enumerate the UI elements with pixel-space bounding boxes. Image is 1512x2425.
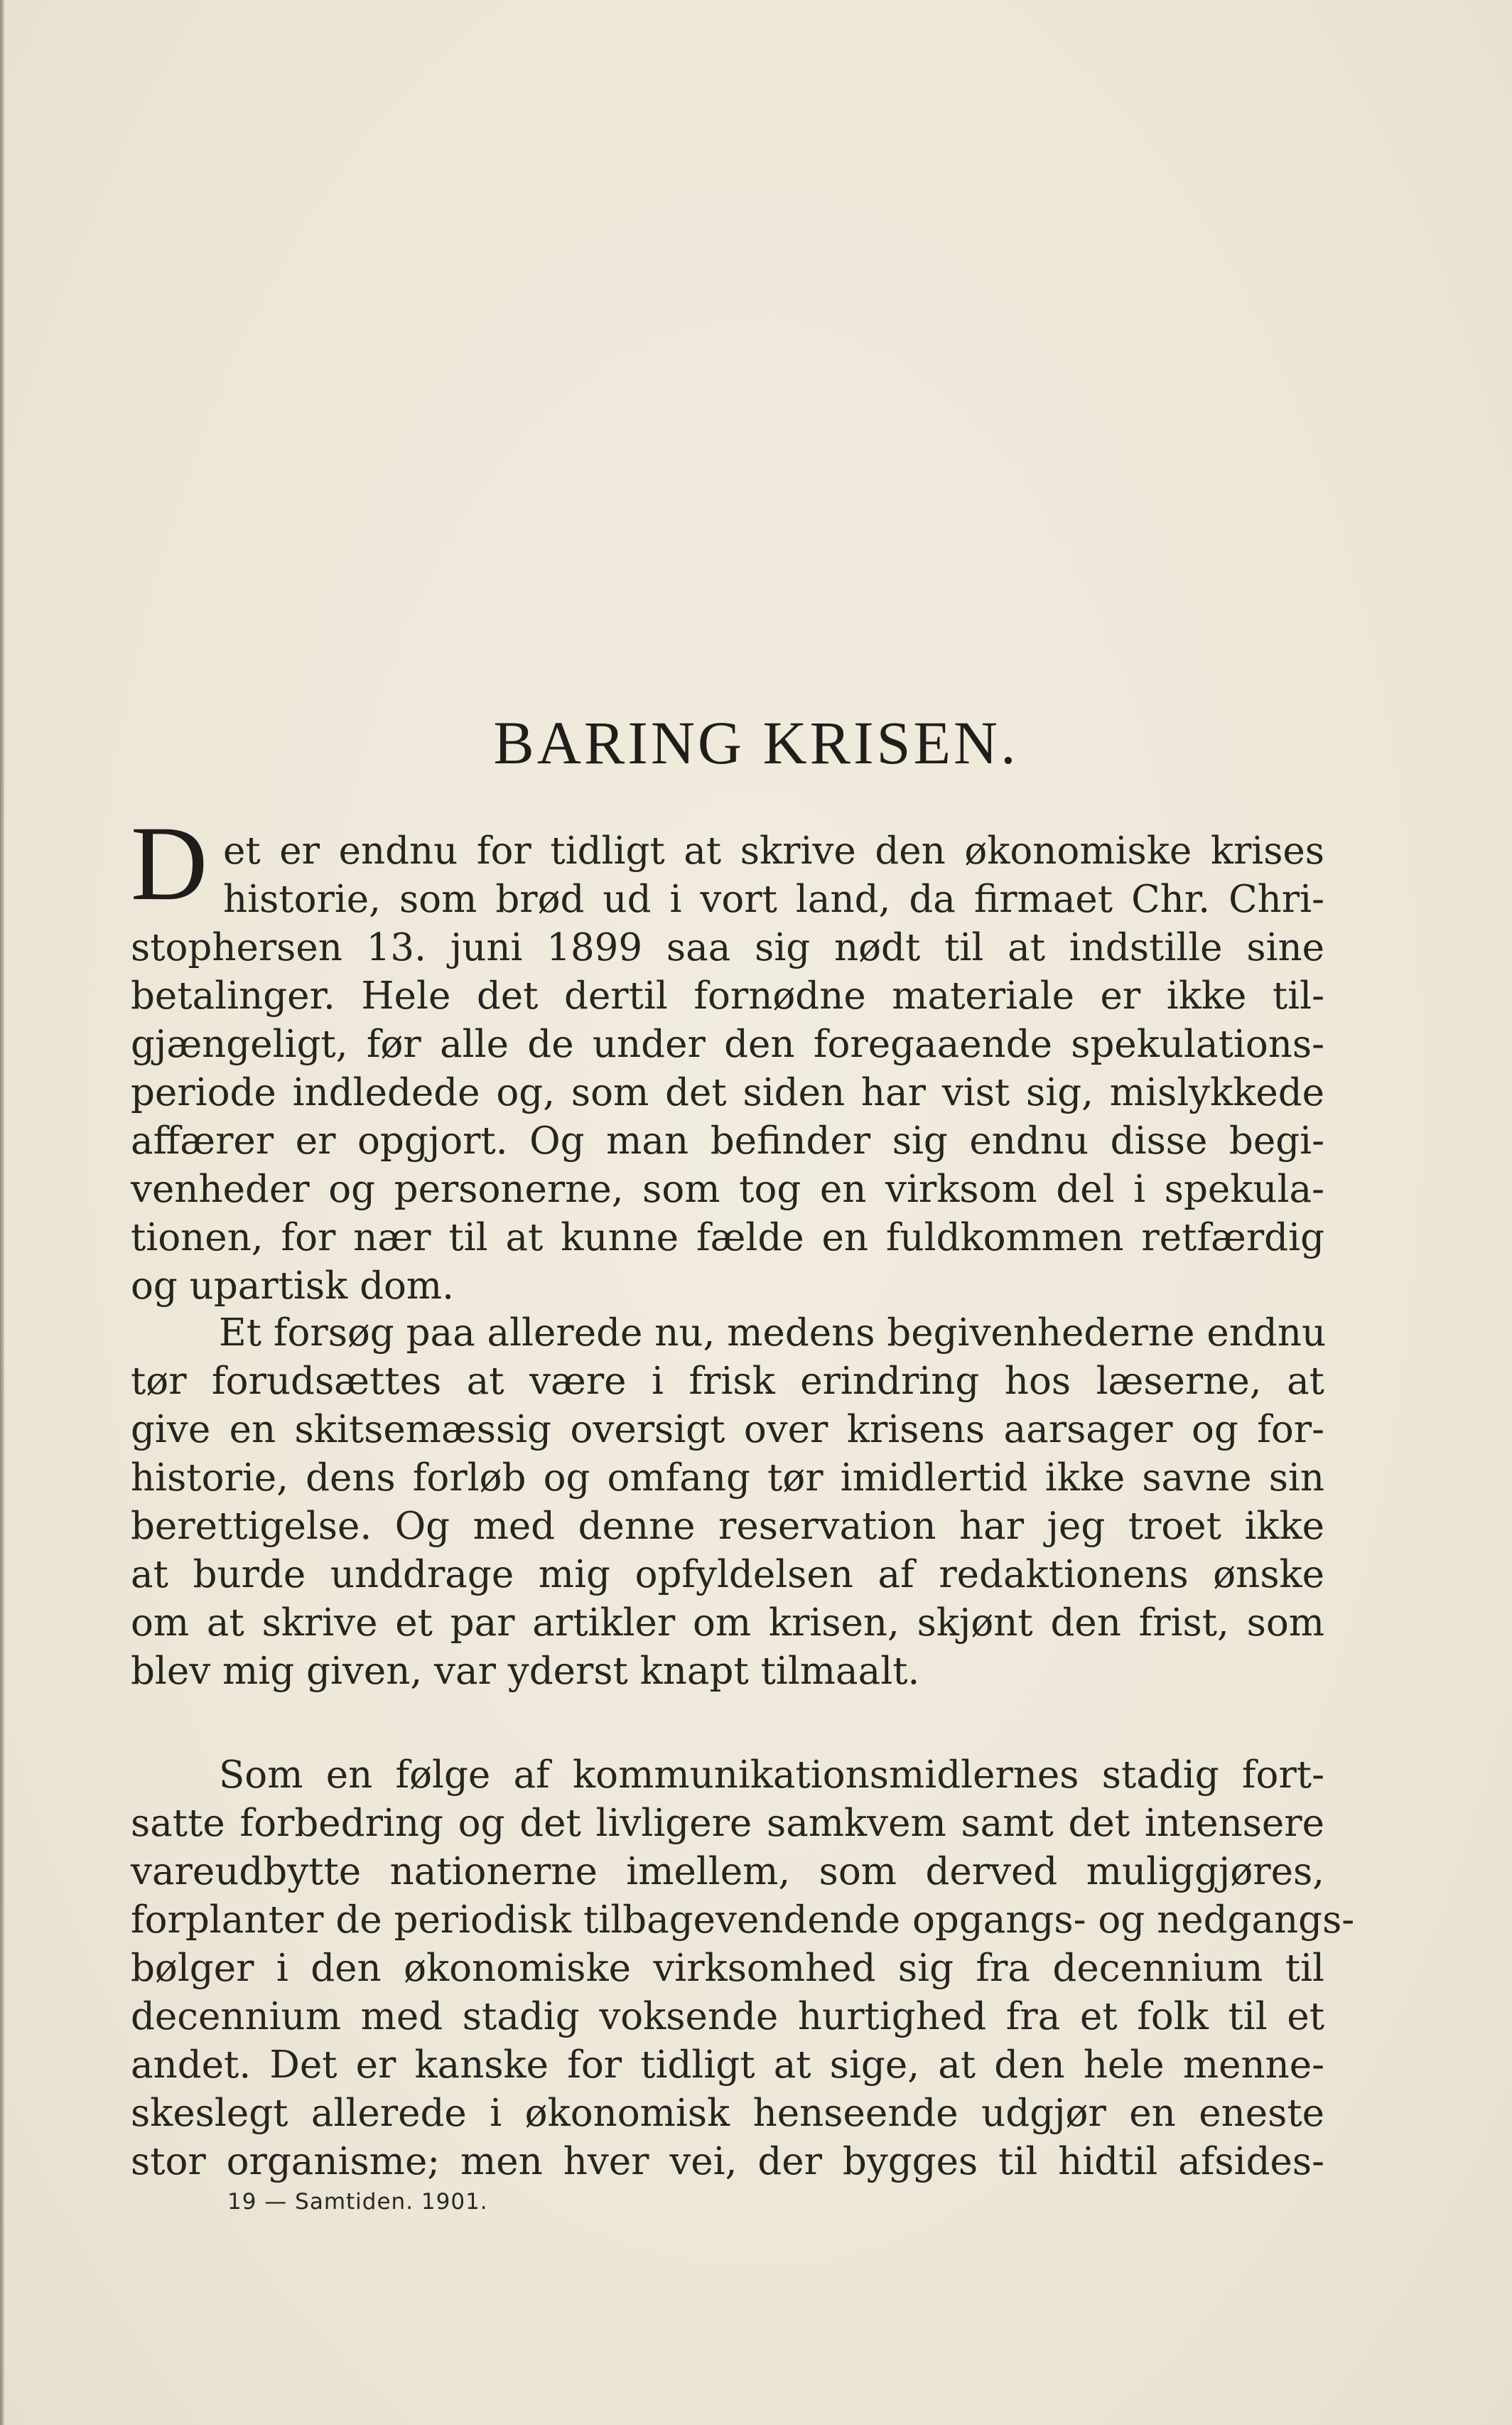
- text-line: stor organisme; men hver vei, der bygges til hidtil afsides-: [131, 2140, 1324, 2183]
- article-title: BARING KRISEN.: [493, 709, 1019, 777]
- text-line: blev mig given, var yderst knapt tilmaalt.: [131, 1650, 920, 1693]
- text-line: vareudbytte nationerne imellem, som derved muliggjøres,: [131, 1850, 1324, 1893]
- text-line: at burde unddrage mig opfyldelsen af redaktionens ønske: [131, 1553, 1324, 1596]
- text-line: bølger i den økonomiske virksomhed sig fra decennium til: [131, 1947, 1324, 1990]
- text-line: forplanter de periodisk tilbagevendende opgangs- og nedgangs-: [131, 1898, 1355, 1942]
- text-line: historie, dens forløb og omfang tør imidlertid ikke savne sin: [131, 1456, 1324, 1500]
- text-line: skeslegt allerede i økonomisk henseende udgjør en eneste: [131, 2092, 1324, 2135]
- text-line: decennium med stadig voksende hurtighed fra et folk til et: [131, 1995, 1324, 2038]
- text-line: og upartisk dom.: [131, 1264, 455, 1308]
- text-line: tionen, for nær til at kunne fælde en fuldkommen retfærdig: [131, 1216, 1324, 1259]
- paragraph-3: [131, 1751, 1355, 2186]
- drop-cap-letter: D: [131, 805, 208, 923]
- paragraph-2: [131, 1309, 1327, 1696]
- text-line: berettigelse. Og med denne reservation har jeg troet ikke: [131, 1505, 1324, 1548]
- text-line: gjængeligt, før alle de under den foregaaende spekulations-: [131, 1023, 1324, 1066]
- page-footer-signature: 19 — Samtiden. 1901.: [227, 2189, 488, 2215]
- text-line: affærer er opgjort. Og man befinder sig endnu disse begi-: [131, 1119, 1324, 1163]
- text-line: historie, som brød ud i vort land, da firmaet Chr. Chri-: [223, 878, 1324, 921]
- text-line: venheder og personerne, som tog en virksom del i spekula-: [131, 1168, 1324, 1211]
- text-line: tør forudsættes at være i frisk erindring hos læserne, at: [131, 1360, 1324, 1403]
- text-line: et er endnu for tidligt at skrive den økonomiske krises: [223, 829, 1324, 873]
- text-line: periode indledede og, som det siden har vist sig, mislykkede: [131, 1071, 1324, 1114]
- text-line: Som en følge af kommunikationsmidlernes stadig fort-: [219, 1753, 1324, 1797]
- paragraph-1: [131, 827, 1324, 1311]
- text-line: give en skitsemæssig oversigt over krisens aarsager og for-: [131, 1408, 1324, 1451]
- text-line: betalinger. Hele det dertil fornødne materiale er ikke til-: [131, 974, 1324, 1018]
- text-line: Et forsøg paa allerede nu, medens begivenhederne endnu: [219, 1311, 1327, 1355]
- text-line: stophersen 13. juni 1899 saa sig nødt til at indstille sine: [131, 926, 1324, 969]
- text-line: om at skrive et par artikler om krisen, skjønt den frist, som: [131, 1601, 1324, 1645]
- text-line: satte forbedring og det livligere samkvem samt det intensere: [131, 1802, 1324, 1845]
- text-line: andet. Det er kanske for tidligt at sige, at den hele menne-: [131, 2043, 1324, 2087]
- page-binding-edge: [0, 0, 4, 2425]
